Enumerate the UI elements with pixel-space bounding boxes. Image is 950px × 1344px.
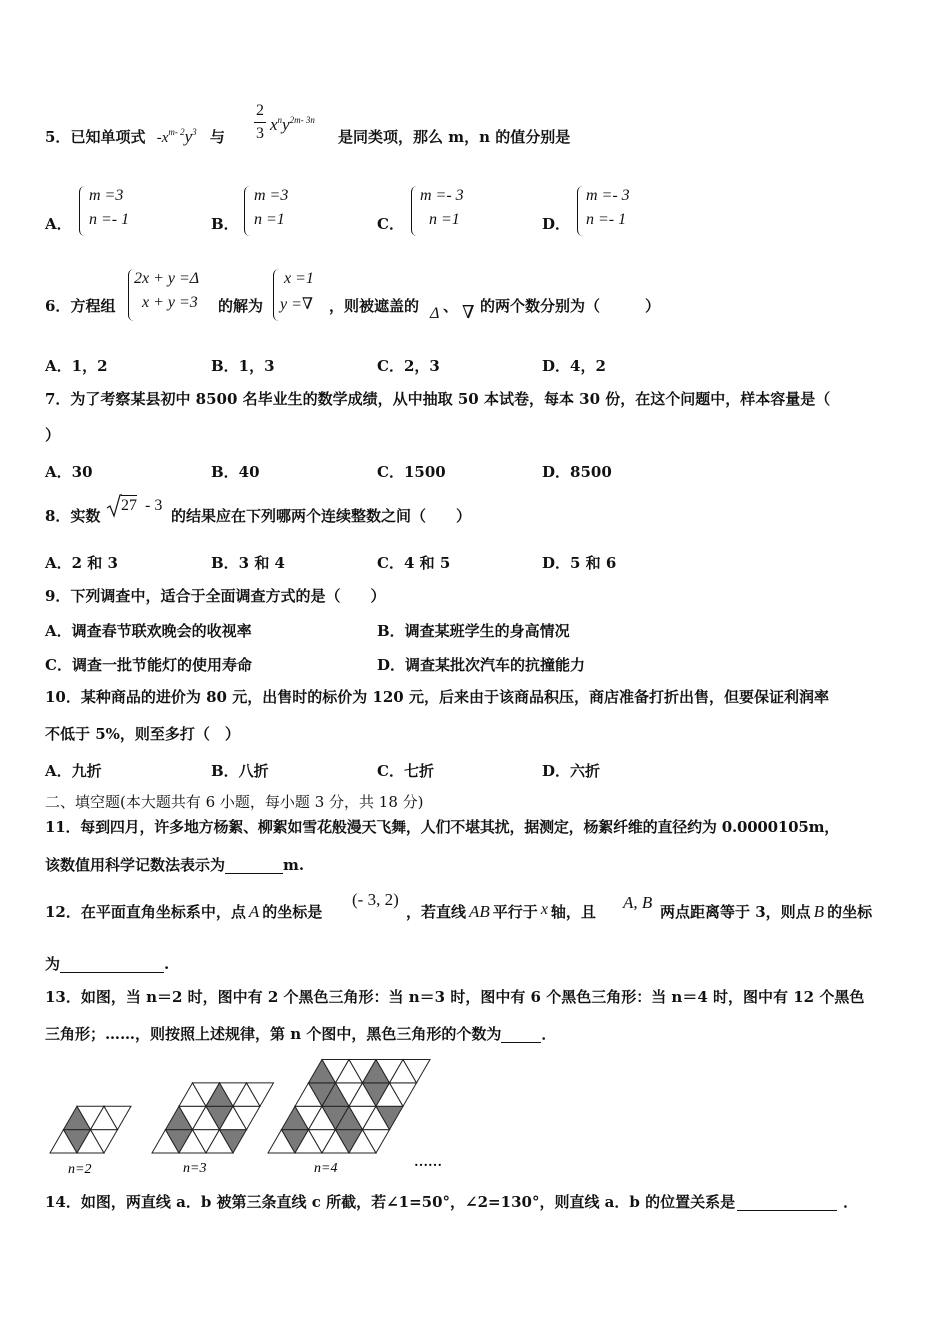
q10-stem-line1: 10．某种商品的进价为 80 元，出售时的标价为 120 元，后来由于该商品积压，商店准备打折出售，但要保证利润率 <box>45 688 829 706</box>
q13-ellipsis: …… <box>414 1155 442 1170</box>
q8-option-d: D．5 和 6 <box>542 554 617 572</box>
q12-points-ab: A, B <box>623 893 653 912</box>
q12-line-ab: AB <box>469 902 490 921</box>
q5-option-b-n: n =1 <box>254 211 285 228</box>
q5-option-c-system <box>420 187 464 229</box>
q5-term1-y: y <box>184 127 193 146</box>
section-heading-fill-in: 二、填空题(本大题共有 6 小题，每小题 3 分，共 18 分) <box>45 793 424 811</box>
q5-option-d-n: n =- 1 <box>586 211 627 228</box>
q12-stem-line1 <box>45 903 322 921</box>
q6-stem-post2: 的两个数分别为（ ） <box>480 297 661 315</box>
q12-point-a: A <box>248 902 260 921</box>
q13-stem-line2 <box>45 1025 556 1043</box>
q12-stem-line1b <box>406 903 596 922</box>
q5-stem-post: 是同类项，那么 m，n 的值分别是 <box>338 128 571 146</box>
q14-answer-blank[interactable] <box>737 1210 837 1211</box>
q6-separator: 、 <box>443 297 459 315</box>
q5-option-a-brace <box>79 186 86 236</box>
q5-term2-y: y <box>282 115 290 134</box>
q5-option-b-system <box>254 187 288 229</box>
q5-frac-num: 2 <box>256 102 264 119</box>
q13-figure-n4 <box>268 1059 430 1153</box>
q5-option-c-label: C． <box>377 215 404 233</box>
q6-sol-y: y =∇ <box>280 296 314 313</box>
q5-term2-exp-x: n <box>277 115 283 125</box>
q9-option-a: A．调查春节联欢晚会的收视率 <box>45 622 252 640</box>
q12-stem-line2 <box>45 955 169 973</box>
q6-stem-mid: 的解为 <box>218 297 264 315</box>
q5-option-c-brace <box>411 186 418 236</box>
q5-option-a-label: A． <box>45 215 72 233</box>
q5-frac-den: 3 <box>256 125 264 142</box>
q5-term1-exp-y: 3 <box>192 127 197 137</box>
q5-option-c-n: n =1 <box>429 211 460 228</box>
q13-label-n2: n=2 <box>68 1162 92 1177</box>
q5-option-b-brace <box>244 186 251 236</box>
q5-option-b-m: m =3 <box>254 187 289 204</box>
q12-stem-line1c <box>660 903 872 921</box>
q6-option-b: B．1，3 <box>211 357 275 375</box>
q6-option-c: C．2，3 <box>377 357 440 375</box>
q13-label-n4: n=4 <box>314 1161 338 1176</box>
q5-frac-bar <box>254 122 266 123</box>
q9-option-c: C．调查一批节能灯的使用寿命 <box>45 656 252 674</box>
q5-fraction <box>254 102 266 143</box>
q11-stem-line2 <box>45 856 304 874</box>
q13-answer-blank[interactable] <box>501 1042 541 1043</box>
q8-option-b: B．3 和 4 <box>211 554 285 572</box>
q10-option-b: B．八折 <box>211 762 269 780</box>
q5-option-d-m: m =- 3 <box>586 187 630 204</box>
q9-option-b: B．调查某班学生的身高情况 <box>377 622 570 640</box>
q13-figure-n2 <box>50 1106 131 1153</box>
q13-label-n3: n=3 <box>183 1161 207 1176</box>
q6-solution-brace <box>273 269 280 321</box>
q12-mid3: 平行于 <box>492 903 538 921</box>
q10-stem-line2: 不低于 5%，则至多打（ ） <box>45 725 240 743</box>
q7-option-d: D．8500 <box>542 463 612 481</box>
q13-triangle-figure <box>40 1055 460 1180</box>
q8-minus-three: - 3 <box>145 497 163 514</box>
q12-mid2: ，若直线 <box>406 903 467 921</box>
q13-line2-post: ． <box>541 1025 557 1043</box>
q5-stem-mid: 与 <box>209 128 225 146</box>
q6-pre-text: 方程组 <box>70 297 116 315</box>
q6-option-d: D．4，2 <box>542 357 606 375</box>
q5-option-d-brace <box>577 186 584 236</box>
q6-system <box>134 270 199 312</box>
q10-option-c: C．七折 <box>377 762 434 780</box>
q6-stem-pre <box>45 297 115 315</box>
q5-option-c-m: m =- 3 <box>420 187 464 204</box>
q9-stem: 9．下列调查中，适合于全面调查方式的是（ ） <box>45 587 386 605</box>
q5-stem-pre: 已知单项式 <box>70 128 146 146</box>
q10-option-a: A．九折 <box>45 762 102 780</box>
q13-stem-line1: 13．如图，当 n＝2 时，图中有 2 个黑色三角形：当 n＝3 时，图中有 6 个黑色三角形：当 n＝4 时，图中有 12 个黑色 <box>45 988 865 1006</box>
q5-term1-exp-x: m- 2 <box>168 127 185 137</box>
q10-option-d: D．六折 <box>542 762 601 780</box>
q12-answer-blank[interactable] <box>60 972 164 973</box>
q13-line2-pre: 三角形；……，则按照上述规律，第 n 个图中，黑色三角形的个数为 <box>45 1025 502 1043</box>
q5-term1-sign: - <box>156 130 162 146</box>
q7-option-c: C．1500 <box>377 463 446 481</box>
q5-option-a-m: m =3 <box>89 187 124 204</box>
q7-stem-line2: ） <box>45 426 61 444</box>
q12-line2-pre: 为 <box>45 955 61 973</box>
q5-term2 <box>270 116 315 136</box>
q5-line <box>45 128 225 148</box>
q8-radical-sign <box>106 494 122 518</box>
q5-option-b-label: B． <box>211 215 239 233</box>
q6-delta-symbol: Δ <box>430 305 440 322</box>
q7-option-a: A．30 <box>45 463 93 481</box>
q5-term1-x: x <box>161 130 169 146</box>
q6-stem-post1: ，则被遮盖的 <box>329 297 420 315</box>
q5-option-d-system <box>586 187 630 229</box>
q6-eq2: x + y =3 <box>142 294 198 311</box>
q12-post: 的坐标 <box>827 903 873 921</box>
q9-option-d: D．调查某批次汽车的抗撞能力 <box>377 656 586 674</box>
q12-mid5: 两点距离等于 3，则点 <box>660 903 811 921</box>
q14-stem <box>45 1193 858 1211</box>
q11-answer-blank[interactable] <box>225 873 283 874</box>
q8-option-a: A．2 和 3 <box>45 554 118 572</box>
q14-post: ． <box>843 1193 859 1211</box>
q8-stem-post: 的结果应在下列哪两个连续整数之间（ ） <box>171 507 472 525</box>
q12-line2-post: . <box>164 955 170 973</box>
q12-coordinate: (- 3, 2) <box>352 890 399 909</box>
q14-pre: 14．如图，两直线 a．b 被第三条直线 c 所截，若∠1=50°，∠2=130°，则直线 a．b 的位置关系是 <box>45 1193 736 1211</box>
q8-radicand: 27 <box>121 497 137 514</box>
q6-nabla-symbol: ∇ <box>462 302 475 322</box>
q6-option-a: A．1，2 <box>45 357 108 375</box>
q5-term2-exp-y: 2m- 3n <box>289 115 315 125</box>
q7-option-b: B．40 <box>211 463 260 481</box>
q6-number: 6． <box>45 297 71 315</box>
q11-stem-line1: 11．每到四月，许多地方杨絮、柳絮如雪花般漫天飞舞，人们不堪其扰，据测定，杨絮纤维的直径约为 0.0000105m， <box>45 818 840 836</box>
q5-number: 5． <box>45 128 71 146</box>
q12-pre: 12．在平面直角坐标系中，点 <box>45 903 246 921</box>
q8-option-c: C．4 和 5 <box>377 554 451 572</box>
q13-figure-n3 <box>152 1083 274 1153</box>
q11-line2-pre: 该数值用科学记数法表示为 <box>45 856 226 874</box>
q5-term2-x: x <box>270 115 278 134</box>
q12-mid4: 轴，且 <box>550 903 596 921</box>
q12-x-axis: x <box>540 901 548 918</box>
q6-eq1: 2x + y =Δ <box>134 270 200 287</box>
q12-mid1: 的坐标是 <box>262 903 323 921</box>
q5-option-a-system <box>89 187 129 229</box>
q6-sol-x: x =1 <box>284 270 314 287</box>
q6-solution <box>280 270 314 314</box>
q7-stem-line1: 7．为了考察某县初中 8500 名毕业生的数学成绩，从中抽取 50 本试卷，每本 30 份，在这个问题中，样本容量是（ <box>45 390 831 408</box>
q11-line2-post: m. <box>283 856 305 874</box>
q12-point-b: B <box>813 902 825 921</box>
q5-option-d-label: D． <box>542 215 571 233</box>
q5-option-a-n: n =- 1 <box>89 211 130 228</box>
q8-stem-pre: 8．实数 <box>45 507 101 525</box>
